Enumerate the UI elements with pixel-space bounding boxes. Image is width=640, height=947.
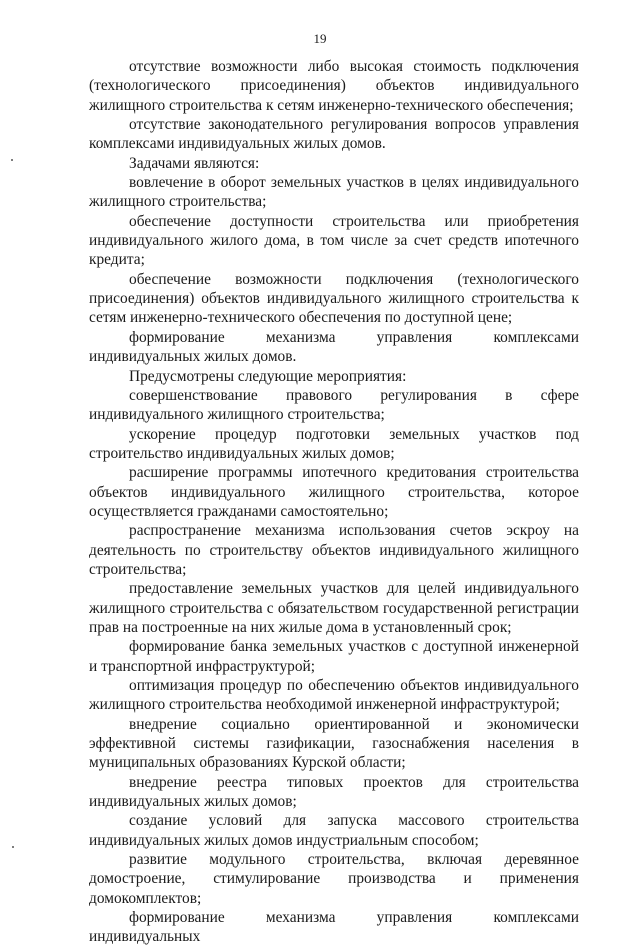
paragraph: вовлечение в оборот земельных участков в целях индивидуального жилищного строительства; — [89, 174, 579, 211]
paragraph: Предусмотрены следующие мероприятия: — [129, 367, 407, 385]
paragraph: отсутствие возможности либо высокая стоимость подключения (технологического присоединения) объектов индивидуального жилищного строительства к сетям инженерно-технического обеспечения; — [89, 58, 579, 114]
paragraph: совершенствование правового регулирования в сфере индивидуального жилищного строительства; — [89, 386, 579, 424]
page-number: 19 — [313, 31, 327, 46]
scan-speck — [11, 159, 13, 161]
paragraph: внедрение реестра типовых проектов для строительства индивидуальных жилых домов; — [89, 773, 579, 811]
paragraph: внедрение социально ориентированной и экономически эффективной системы газификации, газоснабжения населения в муниципальных образованиях Курской области; — [89, 715, 579, 772]
paragraph: отсутствие законодательного регулирования вопросов управления комплексами индивидуальных жилых домов. — [89, 116, 579, 153]
paragraph: формирование механизма управления комплексами индивидуальных жилых домов. — [89, 328, 579, 366]
scan-speck — [12, 846, 14, 848]
paragraph: формирование механизма управления комплексами индивидуальных — [89, 909, 579, 946]
paragraph: создание условий для запуска массового строительства индивидуальных жилых домов индустриальным способом; — [89, 812, 579, 849]
paragraph: ускорение процедур подготовки земельных участков под строительство индивидуальных жилых домов; — [89, 425, 579, 462]
paragraph: распространение механизма использования счетов эскроу на деятельность по строительству объектов индивидуального жилищного строительства; — [89, 522, 579, 578]
paragraph: формирование банка земельных участков с доступной инженерной и транспортной инфраструктурой; — [89, 638, 579, 675]
paragraph: развитие модульного строительства, включая деревянное домостроение, стимулирование производства и применения домокомплектов; — [89, 851, 579, 907]
paragraph: предоставление земельных участков для целей индивидуального жилищного строительства с обязательством государственной регистрации прав на построенные на них жилые дома в установленный срок; — [89, 580, 579, 636]
paragraph: расширение программы ипотечного кредитования строительства объектов индивидуального жилищного строительства, которое осуществляется гражданами самостоятельно; — [89, 464, 579, 520]
paragraph: обеспечение возможности подключения (технологического присоединения) объектов индивидуального жилищного строительства к сетям инженерно-технического обеспечения по доступной цене; — [89, 270, 579, 327]
body-text — [89, 57, 579, 947]
paragraph: Задачами являются: — [129, 154, 260, 172]
paragraph: оптимизация процедур по обеспечению объектов индивидуального жилищного строительства необходимой инженерной инфраструктурой; — [89, 677, 579, 714]
paragraph: обеспечение доступности строительства или приобретения индивидуального жилого дома, в том числе за счет средств ипотечного кредита; — [89, 212, 579, 269]
